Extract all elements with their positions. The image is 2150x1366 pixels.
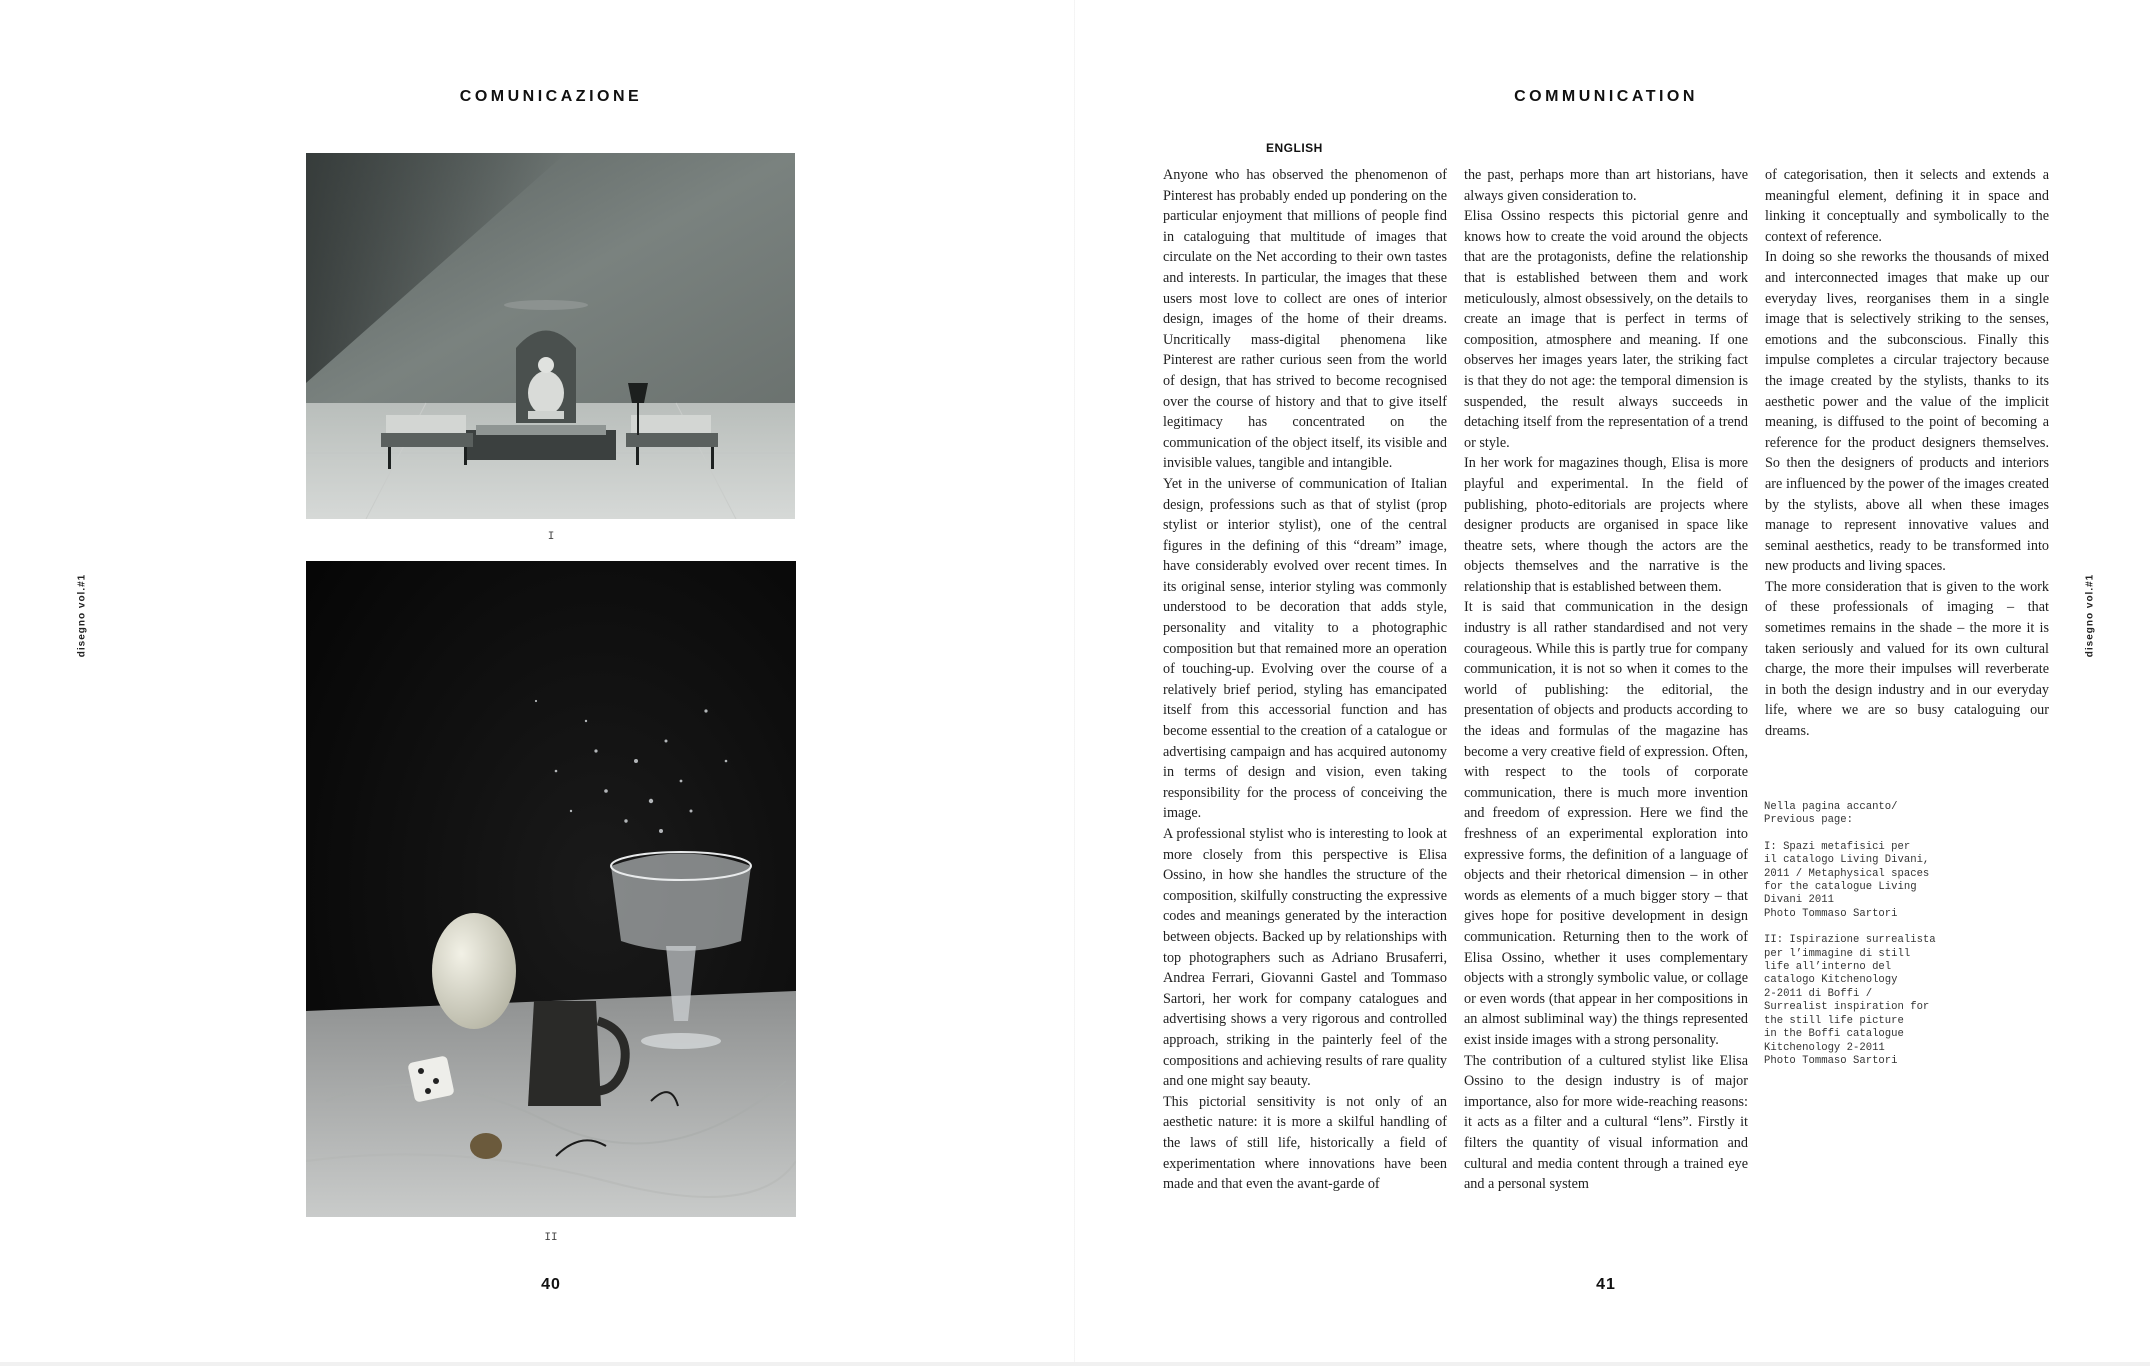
- paragraph: Anyone who has observed the phenomenon of Pinterest has probably ended up pondering on the particular enjoyment that millions of people find in cataloguing that multitude of images that circulate on the Net according to their own tastes and interests. In particular, the images that these users most love to collect are ones of interior design, images of the home of their dreams. Uncritically mass-digital phenomena like Pinterest are rather curious seen from the world of design, that has strived to become recognised over the course of history and that to give itself legitimacy has concentrated on the communication of the object itself, its visible and invisible values, tangible and intangible.: [1163, 167, 1447, 472]
- still-life-illustration: [306, 561, 796, 1217]
- text-column-3: [1765, 165, 2049, 742]
- paragraph: The more consideration that is given to the work of these professionals of imaging – that sometimes remains in the shade – the more it is taken seriously and valued for its own cultural charge, the more their impulses will reverberate in both the design industry and in our everyday life, where we are so busy cataloguing our dreams.: [1765, 578, 2049, 740]
- paragraph: This pictorial sensitivity is not only of an aesthetic nature: it is more a skilful handling of the laws of still life, historically a field of experimentation where innovations have been made and that even the avant-garde of: [1163, 1093, 1447, 1193]
- right-page-number: 41: [1596, 1276, 1616, 1293]
- paragraph: In her work for magazines though, Elisa is more playful and experimental. In the field of publishing, photo-editorials are projects where designer products are organised in space like theatre sets, where though the actors are the objects themselves and the narrative is the relationship that is established between them.: [1464, 455, 1748, 595]
- figure-label-2: II: [544, 1232, 558, 1244]
- left-running-head: disegno vol.#1: [76, 573, 88, 658]
- left-section-title: COMUNICAZIONE: [459, 88, 643, 105]
- interior-living-room-photo: [306, 153, 795, 519]
- text-column-2: [1464, 165, 1748, 1195]
- footer-rule: [0, 1362, 2150, 1366]
- paragraph: It is said that communication in the design industry is all rather standardised and not very courageous. While this is partly true for company communication, it is not so when it comes to the world of publishing: the editorial, the presentation of objects and products according to the ideas and formulas of the magazine has become a very creative field of expression. Often, with respect to the tools of corporate communication, there is much more invention and freedom of expression. Here we find the freshness of an experimental exploration into expressive forms, the definition of a language of objects and their rhetorical dimension – in other words as elements of a much bigger story – that gives hope for positive development in design communication. Returning then to the work of Elisa Ossino, whether it uses complementary objects with a strongly symbolic value, or collage or even words (that appear in her compositions in an almost subliminal way) the things represented exist inside images with a strong personality.: [1464, 599, 1748, 1048]
- paragraph: A professional stylist who is interesting to look at more closely from this perspective is Elisa Ossino, in how she handles the structure of the composition, skilfully constructing the expressive codes and meanings generated by the interaction between objects. Backed up by relationships with top photographers such as Adriano Brusaferri, Andrea Ferrari, Giovanni Gastel and Tommaso Sartori, her work for company catalogues and advertising shows a very rigorous and controlled approach, striking in the painterly feel of the compositions and achieving results of rare quality and one might say beauty.: [1163, 826, 1447, 1090]
- paragraph: In doing so she reworks the thousands of mixed and interconnected images that make up our everyday lives, reorganises them in a single image that is selectively striking to the senses, emotions and the subconscious. Finally this impulse completes a circular trajectory because the image created by the stylists, thanks to its aesthetic power and the value of the implicit meaning, is diffused to the point of becoming a reference for the product designers themselves. So then the designers of products and interiors are influenced by the power of the images created by the stylists, above all when these images manage to represent innovative values and seminal aesthetics, ready to be transformed into new products and living spaces.: [1765, 249, 2049, 575]
- right-running-head: disegno vol.#1: [2084, 573, 2096, 658]
- figure-label-1: I: [547, 531, 555, 543]
- notes-heading: Nella pagina accanto/ Previous page:: [1764, 801, 1898, 827]
- photo-credits-notes: [1764, 801, 2004, 1081]
- right-section-title: COMMUNICATION: [1514, 88, 1698, 105]
- paragraph: of categorisation, then it selects and extends a meaningful element, defining it in space and linking it conceptually and symbolically to the context of reference.: [1765, 167, 2049, 245]
- note-figure-1: I: Spazi metafisici per il catalogo Living Divani, 2011 / Metaphysical spaces for the catalogue Living Divani 2011 Photo Tommaso Sartori: [1764, 840, 1930, 920]
- language-label: ENGLISH: [1266, 141, 1323, 155]
- left-page-number: 40: [541, 1276, 561, 1293]
- text-column-1: [1163, 165, 1447, 1195]
- paragraph: Elisa Ossino respects this pictorial genre and knows how to create the void around the objects that are the protagonists, define the relationship that is established between them and work meticulously, almost obsessively, on the details to create an image that is perfect in terms of composition, atmosphere and meaning. If one observes her images years later, the striking fact is that they do not age: the temporal dimension is suspended, the result always succeeds in detaching itself from the representation of a trend or style.: [1464, 208, 1748, 451]
- paragraph: the past, perhaps more than art historians, have always given consideration to.: [1464, 167, 1748, 204]
- note-figure-2: II: Ispirazione surrealista per l’immagine di still life all’interno del catalogo Kitchenology 2-2011 di Boffi / Surrealist inspiration for the still life picture in the Boffi catalogue Kitchenology 2-2011 Photo Tommaso Sartori: [1764, 934, 1936, 1067]
- still-life-photo: [306, 561, 796, 1217]
- paragraph: The contribution of a cultured stylist like Elisa Ossino to the design industry is of major importance, also for more wide-reaching reasons: it acts as a filter and a cultural “lens”. Firstly it filters the quantity of visual information and cultural and media content through a trained eye and a personal system: [1464, 1052, 1748, 1193]
- paragraph: Yet in the universe of communication of Italian design, professions such as that of stylist (prop stylist or interior stylist), one of the central figures in the defining of this “dream” image, have considerably evolved over recent times. In its original sense, interior styling was commonly understood to be decoration that adds style, personality and vitality to a photographic composition but that remained more an operation of touching-up. Evolving over the course of a relatively brief period, styling has emancipated itself from this accessorial function and has become essential to the creation of a catalogue or advertising campaign and has acquired autonomy in terms of design and vision, even taking responsibility for the process of conceiving the image.: [1163, 475, 1447, 822]
- interior-scene-illustration: [306, 153, 795, 519]
